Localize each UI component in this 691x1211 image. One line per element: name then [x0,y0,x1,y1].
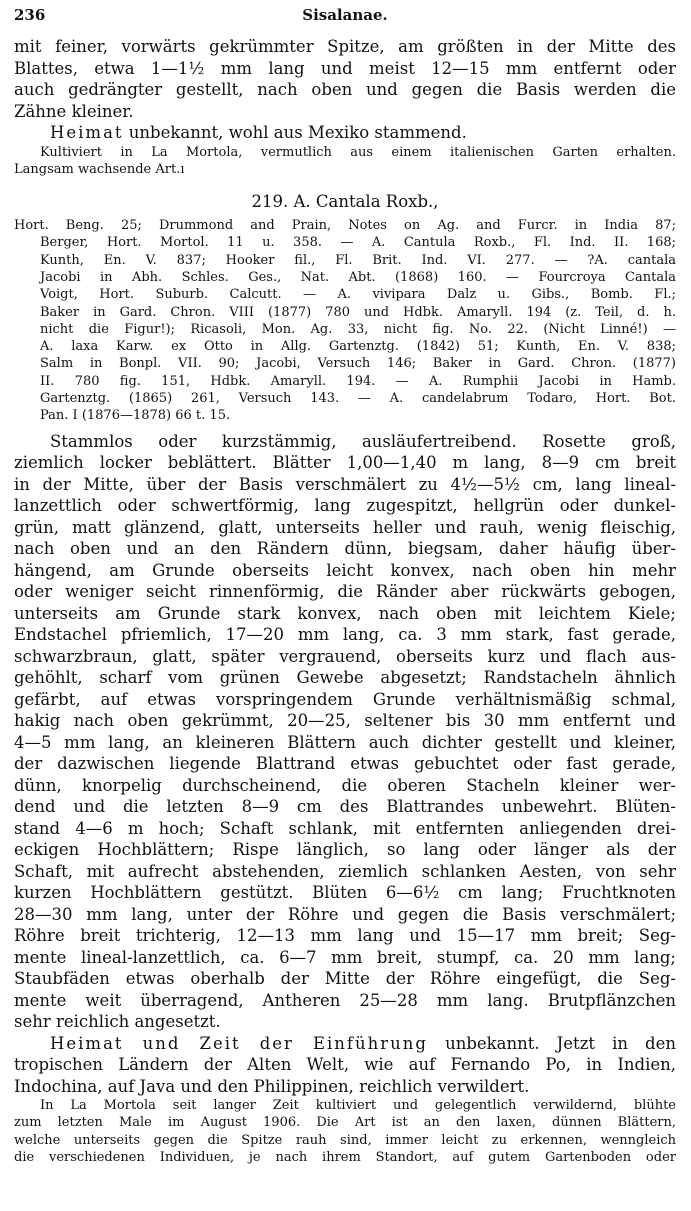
text-line: lanzettlich oder schwertförmig, lang zugespitzt, hellgrün oder dunkel- [14,496,676,516]
text-line: hängend, am Grunde oberseits leicht konvex, nach oben hin mehr [14,560,676,580]
text-line: Blattes, etwa 1—1½ mm lang und meist 12—15 mm entfernt oder [14,58,676,78]
text-line: in der Mitte, über der Basis verschmälert zu 4½—5½ cm, lang lineal- [14,474,676,494]
page-number: 236 [14,6,46,24]
text-line: Kultiviert in La Mortola, vermutlich aus einem italienischen Garten erhalten. [40,144,676,160]
text-line: Röhre breit trichterig, 12—13 mm lang und 15—17 mm breit; Seg- [14,926,676,946]
text-line: auch gedrängter gestellt, nach oben und gegen die Basis werden die [14,80,676,99]
text-line: gefärbt, auf etwas vorspringendem Grunde verhältnismäßig schmal, [14,689,676,709]
text-line: die verschiedenen Individuen, je nach ihrem Standort, auf gutem Gartenboden oder [14,1150,676,1166]
text-line: mit feiner, vorwärts gekrümmter Spitze, am größten in der Mitte des [14,37,676,56]
text-line: Zähne kleiner. [14,101,134,121]
text-line: unterseits am Grunde stark konvex, nach oben mit leichtem Kiele; [14,603,676,623]
text-line: Berger, Hort. Mortol. 11 u. 358. — A. Cantula Roxb., Fl. Ind. II. 168; [40,235,676,251]
text-line: kurzen Hochblättern gestützt. Blüten 6—6½ cm lang; Fruchtknoten [14,883,676,903]
text-line: mente weit überragend, Antheren 25—28 mm lang. Brutpflänzchen [14,990,676,1010]
text-line: Pan. I (1876—1878) 66 t. 15. [40,408,231,424]
description-paragraph [14,431,676,1033]
intro-paragraph [14,36,676,122]
text-line: 4—5 mm lang, an kleineren Blättern auch dichter gestellt und kleiner, [14,732,676,752]
text-line: gehöhlt, scharf vom grünen Gewebe abgesetzt; Randstacheln ähnlich [14,668,676,688]
heimat-einfuehrung-paragraph [14,1033,676,1098]
text-line: nicht die Figur!); Ricasoli, Mon. Ag. 33, nicht fig. No. 22. (Nicht Linné!) — [40,321,676,337]
heimat-paragraph [14,122,676,144]
synonymy-paragraph [14,217,676,425]
heimat-einfuehrung-text: unbekannt. Jetzt in den [428,1033,676,1053]
text-line: welche unterseits gegen die Spitze rauh sind, immer leicht zu erkennen, wenngleich [14,1132,676,1148]
text-line: Schaft, mit aufrecht abstehenden, ziemlich schlanken Aesten, von sehr [14,861,676,881]
text-line: eckigen Hochblättern; Rispe länglich, so lang oder länger als der [14,840,676,860]
text-line: tropischen Ländern der Alten Welt, wie auf Fernando Po, in Indien, [14,1055,676,1075]
text-line: II. 780 fig. 151, Hdbk. Amaryll. 194. — A. Rumphii Jacobi in Hamb. [40,373,676,389]
mortola-note [14,1097,676,1166]
text-line: 28—30 mm lang, unter der Röhre und gegen die Basis verschmälert; [14,904,676,924]
running-title: Sisalanae. [302,6,388,24]
text-line: Salm in Bonpl. VII. 90; Jacobi, Versuch 146; Baker in Gard. Chron. (1877) [40,356,676,372]
text-line: Endstachel pfriemlich, 17—20 mm lang, ca. 3 mm stark, fast gerade, [14,625,676,645]
text-line: Indochina, auf Java und den Philippinen, reichlich verwildert. [14,1076,530,1096]
text-line: Langsam wachsende Art.ı [14,161,185,177]
text-line: stand 4—6 m hoch; Schaft schlank, mit entfernten anliegenden drei- [14,818,676,838]
species-heading: 219. A. Cantala Roxb., [251,192,439,212]
text-line: oder weniger seicht rinnenförmig, die Ränder aber rückwärts gebogen, [14,582,676,602]
text-line: dünn, knorpelig durchscheinend, die oberen Stacheln kleiner wer- [14,775,676,795]
text-line: Voigt, Hort. Suburb. Calcutt. — A. vivipara Dalz u. Gibs., Bomb. Fl.; [40,287,676,303]
page-header [14,6,676,36]
text-line: grün, matt glänzend, glatt, unterseits heller und rauh, wenig fleischig, [14,517,676,537]
heimat-label: Heimat [50,123,124,142]
text-line: Baker in Gard. Chron. VIII (1877) 780 und Hdbk. Amaryll. 194 (z. Teil, d. h. [40,304,676,320]
text-line: In La Mortola seit langer Zeit kultiviert und gelegentlich verwildernd, blühte [40,1098,676,1114]
text-line [14,1033,676,1055]
text-line: Kunth, En. V. 837; Hooker fil., Fl. Brit. Ind. VI. 277. — ?A. cantala [40,252,676,268]
text-line: A. laxa Karw. ex Otto in Allg. Gartenztg. (1842) 51; Kunth, En. V. 838; [40,339,676,355]
text-line: zum letzten Male im August 1906. Die Art ist an den laxen, dünnen Blättern, [14,1115,676,1131]
text-line: Hort. Beng. 25; Drummond and Prain, Notes on Ag. and Furcr. in India 87; [14,218,676,234]
text-line: nach oben und an den Rändern dünn, biegsam, daher häufig über- [14,539,676,559]
heimat-text: unbekannt, wohl aus Mexiko stammend. [123,123,467,142]
text-line: Jacobi in Abh. Schles. Ges., Nat. Abt. (1868) 160. — Fourcroya Cantala [40,269,676,285]
heimat-einfuehrung-label: Heimat und Zeit der Einführung [50,1033,428,1053]
text-line: Gartenztg. (1865) 261, Versuch 143. — A. candelabrum Todaro, Hort. Bot. [40,391,676,407]
text-line: hakig nach oben gekrümmt, 20—25, seltener bis 30 mm entfernt und [14,711,676,731]
text-line: Staubfäden etwas oberhalb der Mitte der Röhre eingefügt, die Seg- [14,969,676,989]
text-line: dend und die letzten 8—9 cm des Blattrandes unbewehrt. Blüten- [14,797,676,817]
text-line: sehr reichlich angesetzt. [14,1012,221,1032]
book-page [14,6,676,1166]
kultiviert-note [14,144,676,179]
text-line: ziemlich locker beblättert. Blätter 1,00—1,40 m lang, 8—9 cm breit [14,453,676,473]
text-line [14,122,676,144]
text-line: mente lineal-lanzettlich, ca. 6—7 mm breit, stumpf, ca. 20 mm lang; [14,947,676,967]
text-line: Stammlos oder kurzstämmig, ausläufertreibend. Rosette groß, [50,431,676,451]
text-line: der dazwischen liegende Blattrand etwas gebuchtet oder fast gerade, [14,754,676,774]
text-line: schwarzbraun, glatt, später vergrauend, oberseits kurz und flach aus- [14,646,676,666]
